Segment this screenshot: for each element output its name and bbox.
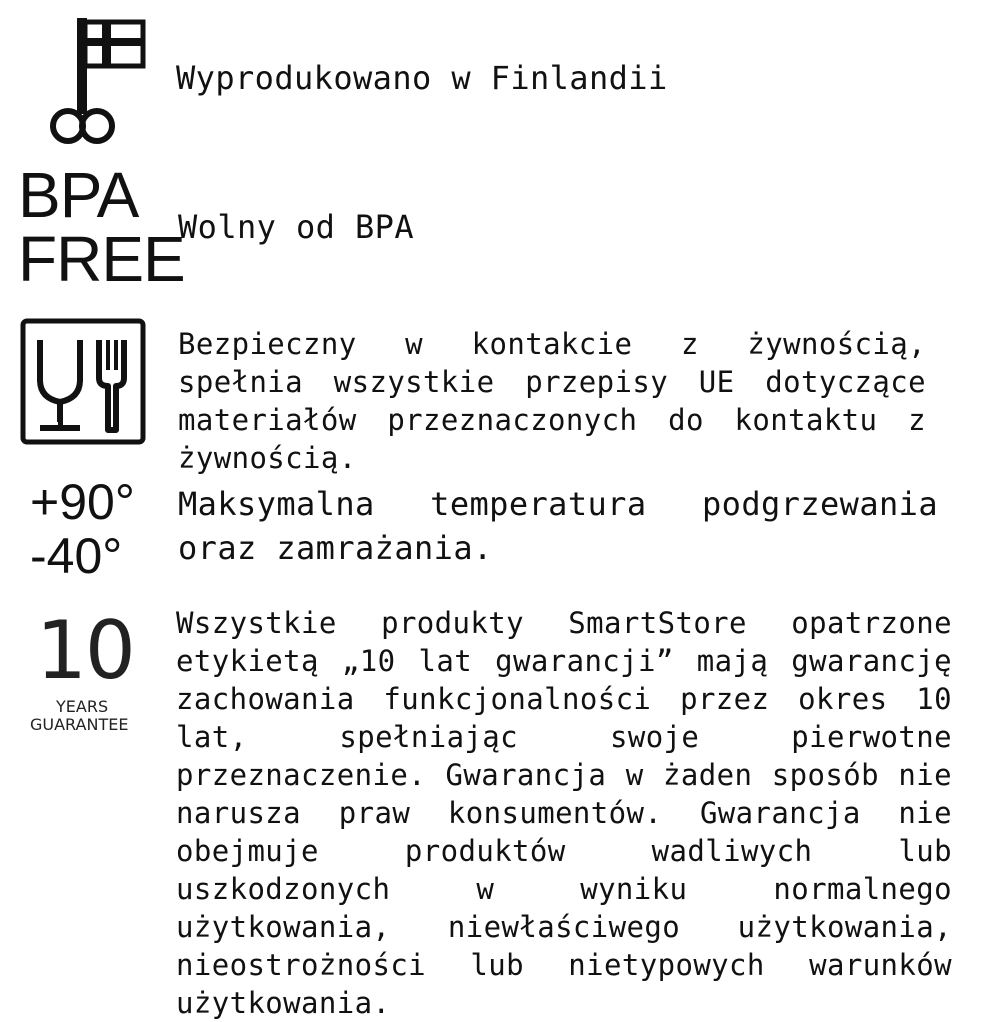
food-safe-text: Bezpieczny w kontakcie z żywnością, spełnia wszystkie przepisy UE dotyczące materiałów przeznaczonych do kontaktu z żywnością. [178, 327, 926, 475]
temp-max-label: +90° [30, 474, 135, 530]
bpa-free-icon [18, 159, 185, 295]
temperature-range-icon [30, 474, 158, 584]
bpa-free-text: Wolny od BPA [178, 208, 414, 246]
food-safe-glass-fork-icon [20, 318, 146, 445]
free-label: FREE [18, 223, 185, 295]
ten-label: 10 [36, 604, 134, 697]
made-in-finland-text: Wyprodukowano w Finlandii [176, 59, 668, 97]
guarantee-label: GUARANTEE [30, 715, 129, 734]
years-label: YEARS [56, 697, 109, 716]
finland-key-flag-icon [44, 16, 154, 146]
ten-years-guarantee-icon [18, 604, 146, 742]
guarantee-text: Wszystkie produkty SmartStore opatrzone etykietą „10 lat gwarancji” mają gwarancję zachowania funkcjonalności przez okres 10 lat, spełniając swoje pierwotne przeznaczenie. Gwarancja w żaden sposób nie narusza praw konsumentów. Gwarancja nie obejmuje produktów wadliwych lub uszkodzonych w wyniku normalnego użytkowania, niewłaściwego użytkowania, nieostrożności lub nietypowych warunków użytkowania. [176, 606, 952, 1020]
temp-min-label: -40° [30, 528, 123, 584]
bpa-label: BPA [18, 159, 139, 231]
temperature-text: Maksymalna temperatura podgrzewania oraz zamrażania. [178, 485, 938, 567]
